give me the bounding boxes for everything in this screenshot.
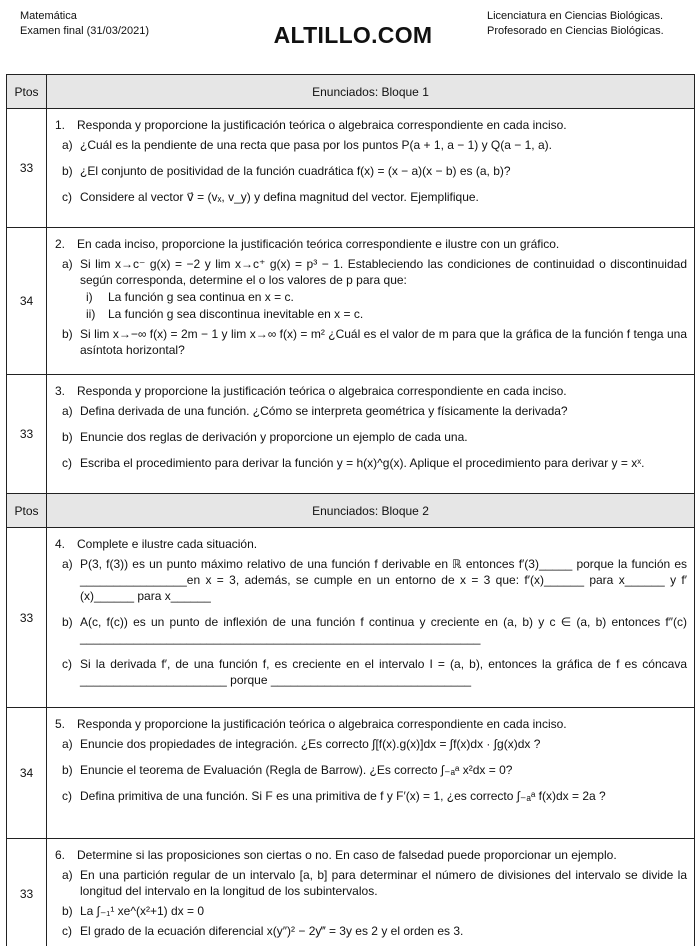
question-points: 33 (7, 109, 47, 228)
item-text: P(3, f(3)) es un punto máximo relativo de una función f derivable en ℝ entonces f′(3)_____ porque la función es ________________en x = 3, además, se cumple en un entorno de x = 3 que: f′(x)______ para x______ y f′(x)______ para x______ (80, 557, 687, 603)
career-1: Licenciatura en Ciencias Biológicas. (487, 10, 664, 22)
header-right (487, 9, 664, 39)
question-cell (47, 708, 695, 839)
item-text: Enuncie dos propiedades de integración. ¿Es correcto ∫[f(x).g(x)]dx = ∫f(x)dx · ∫g(x)dx ? (80, 737, 541, 751)
question-statement (53, 383, 687, 399)
block-1-header-row (7, 75, 695, 109)
question-text: Determine si las proposiciones son ciertas o no. En caso de falsedad puede proporcionar un ejemplo. (77, 848, 617, 862)
question-cell (47, 839, 695, 946)
item-text: A(c, f(c)) es un punto de inflexión de una función f continua y creciente en (a, b) y c ∈ (a, b) entonces f″(c) ____________________________________________________________ (80, 615, 687, 645)
item-text: Enuncie dos reglas de derivación y proporcione un ejemplo de cada una. (80, 430, 468, 444)
question-item (53, 403, 687, 419)
item-text: Considere al vector v⃗ = (vₓ, v_y) y defina magnitud del vector. Ejemplifique. (80, 190, 479, 204)
question-statement (53, 117, 687, 133)
question-row-4 (7, 528, 695, 708)
question-number: 4. (55, 537, 66, 551)
question-number: 6. (55, 848, 66, 862)
question-item (53, 189, 687, 205)
question-points: 33 (7, 375, 47, 494)
question-text: Responda y proporcione la justificación teórica o algebraica correspondiente en cada inciso. (77, 118, 567, 132)
question-statement (53, 716, 687, 732)
sub-item-label: i) (86, 290, 93, 304)
question-statement (53, 236, 687, 252)
item-label: a) (62, 868, 73, 882)
item-text: La ∫₋₁¹ xe^(x²+1) dx = 0 (80, 904, 205, 918)
question-item (53, 867, 687, 899)
item-text: Si la derivada f′, de una función f, es creciente en el intervalo I = (a, b), entonces la gráfica de f es cóncava ______________________ porque ______________________________ (80, 657, 687, 687)
question-text: Complete e ilustre cada situación. (77, 537, 258, 551)
item-text: Enuncie el teorema de Evaluación (Regla de Barrow). ¿Es correcto ∫₋ₐᵃ x²dx = 0? (80, 763, 513, 777)
sub-item (80, 306, 687, 322)
item-label: b) (62, 164, 73, 178)
item-label: c) (62, 456, 72, 470)
sub-item-text: La función g sea discontinua inevitable en x = c. (108, 307, 364, 321)
question-text: Responda y proporcione la justificación teórica o algebraica correspondiente en cada inciso. (77, 384, 567, 398)
question-points: 34 (7, 708, 47, 839)
item-label: c) (62, 789, 72, 803)
question-item (53, 163, 687, 179)
sub-item-text: La función g sea continua en x = c. (108, 290, 294, 304)
item-label: a) (62, 737, 73, 751)
item-label: b) (62, 430, 73, 444)
question-number: 3. (55, 384, 66, 398)
item-label: c) (62, 657, 72, 671)
question-item (53, 256, 687, 288)
block-1-title: Enunciados: Bloque 1 (47, 75, 695, 109)
question-cell (47, 109, 695, 228)
block-2-header-row (7, 494, 695, 528)
question-item (53, 429, 687, 445)
question-item (53, 923, 687, 939)
question-item (53, 656, 687, 688)
item-text: Defina primitiva de una función. Si F es una primitiva de f y F′(x) = 1, ¿es correcto ∫₋ₐᵃ f(x)dx = 2a ? (80, 789, 606, 803)
pts-header: Ptos (7, 75, 47, 109)
item-text: El grado de la ecuación diferencial x(y″)² − 2y‴ = 3y es 2 y el orden es 3. (80, 924, 464, 938)
question-number: 5. (55, 717, 66, 731)
question-item (53, 326, 687, 358)
question-row-2 (7, 228, 695, 375)
question-cell (47, 375, 695, 494)
item-label: b) (62, 327, 73, 341)
question-text: En cada inciso, proporcione la justificación teórica correspondiente e ilustre con un gráfico. (77, 237, 560, 251)
question-item (53, 903, 687, 919)
item-label: b) (62, 763, 73, 777)
pts-header: Ptos (7, 494, 47, 528)
question-row-6 (7, 839, 695, 946)
question-number: 2. (55, 237, 66, 251)
item-text: Si lim x→−∞ f(x) = 2m − 1 y lim x→∞ f(x) = m² ¿Cuál es el valor de m para que la gráfica de la función f tenga una asíntota horizontal? (80, 327, 687, 357)
block-2-title: Enunciados: Bloque 2 (47, 494, 695, 528)
page-header (0, 0, 700, 70)
exam-table (6, 74, 695, 946)
question-text: Responda y proporcione la justificación teórica o algebraica correspondiente en cada inciso. (77, 717, 567, 731)
question-cell (47, 228, 695, 375)
question-item (53, 614, 687, 646)
item-label: b) (62, 904, 73, 918)
item-text: En una partición regular de un intervalo [a, b] para determinar el número de divisiones del intervalo se divide la longitud del intervalo en la longitud de los subintervalos. (80, 868, 687, 898)
question-points: 33 (7, 839, 47, 946)
brand-logo-text: ALTILLO.COM (273, 22, 433, 48)
item-text: ¿Cuál es la pendiente de una recta que pasa por los puntos P(a + 1, a − 1) y Q(a − 1, a). (80, 138, 552, 152)
question-row-5 (7, 708, 695, 839)
item-text: ¿El conjunto de positividad de la función cuadrática f(x) = (x − a)(x − b) es (a, b)? (80, 164, 511, 178)
question-number: 1. (55, 118, 66, 132)
question-item (53, 556, 687, 604)
question-points: 33 (7, 528, 47, 708)
item-text: Escriba el procedimiento para derivar la función y = h(x)^g(x). Aplique el procedimiento para derivar y = xˣ. (80, 456, 645, 470)
question-item (53, 736, 687, 752)
question-item (53, 455, 687, 471)
item-label: c) (62, 924, 72, 938)
question-cell (47, 528, 695, 708)
sub-item-label: ii) (86, 307, 96, 321)
item-label: c) (62, 190, 72, 204)
item-label: a) (62, 257, 73, 271)
question-item (53, 788, 687, 804)
exam-date: Examen final (31/03/2021) (20, 25, 150, 37)
question-item (53, 762, 687, 778)
item-text: Defina derivada de una función. ¿Cómo se interpreta geométrica y físicamente la derivada? (80, 404, 568, 418)
item-label: b) (62, 615, 73, 629)
sub-item (80, 289, 687, 305)
item-label: a) (62, 557, 73, 571)
career-2: Profesorado en Ciencias Biológicas. (487, 25, 664, 37)
question-row-1 (7, 109, 695, 228)
subject-name: Matemática (20, 10, 77, 22)
item-label: a) (62, 404, 73, 418)
question-item (53, 137, 687, 153)
item-label: a) (62, 138, 73, 152)
item-text: Si lim x→c⁻ g(x) = −2 y lim x→c⁺ g(x) = p³ − 1. Estableciendo las condiciones de continuidad o discontinuidad según corresponda, determine el o los valores de p para que: (80, 257, 687, 287)
question-statement (53, 847, 687, 863)
question-row-3 (7, 375, 695, 494)
question-statement (53, 536, 687, 552)
question-points: 34 (7, 228, 47, 375)
